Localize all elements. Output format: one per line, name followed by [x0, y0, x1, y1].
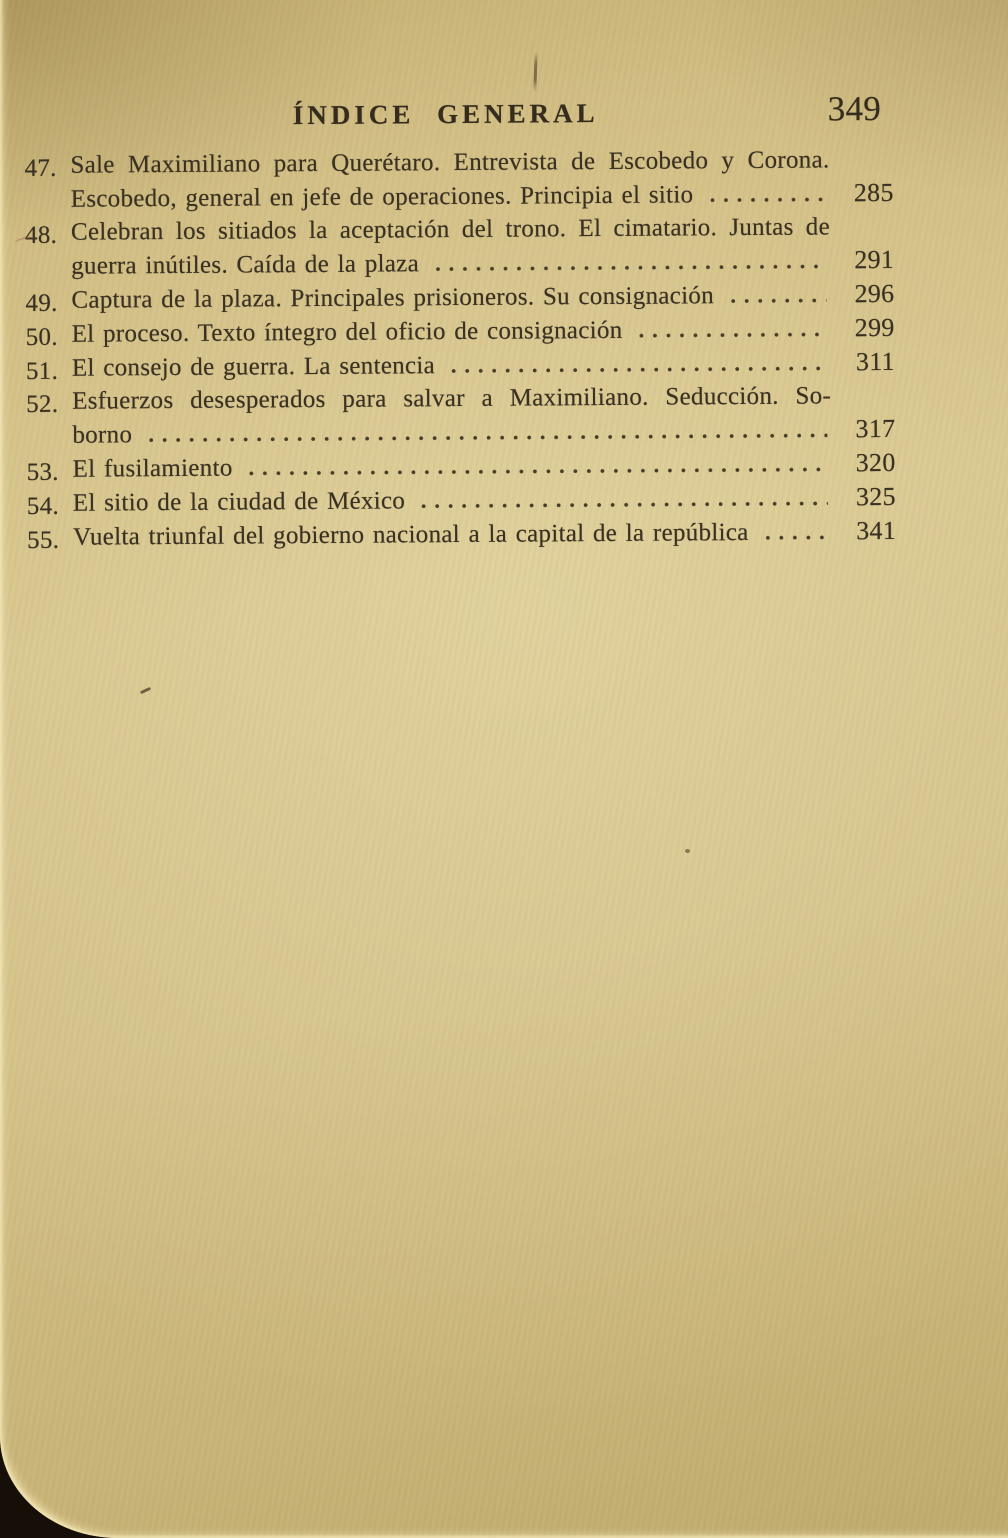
page-title: ÍNDICE GENERAL: [292, 98, 599, 131]
entry-text: Vuelta triunfal del gobierno nacional a la capital de la república: [73, 518, 749, 551]
entry-page-number: 299: [854, 312, 895, 343]
dot-leader: [703, 195, 825, 202]
entry-text: Celebran los sitiados la aceptación del trono. El cimatario. Juntas de: [70, 213, 831, 246]
index-entry-line: [23, 243, 894, 283]
entry-text: borno: [72, 421, 133, 449]
page-header: [22, 89, 893, 135]
entry-number: 51.: [25, 357, 59, 386]
index-entry-line: [24, 379, 895, 418]
index-entry-line: [25, 514, 896, 554]
index-entry-line: [24, 311, 895, 351]
entry-number: 48.: [24, 221, 58, 250]
entry-page-number: 311: [855, 346, 895, 377]
dot-leader: [142, 431, 827, 442]
index-entry-line: [25, 446, 896, 486]
entry-text: El sitio de la ciudad de México: [72, 487, 406, 517]
entry-page-number: 320: [855, 447, 896, 478]
entry-text: Esfuerzos desesperados para salvar a Maximiliano. Seducción. So-: [72, 382, 832, 415]
entry-number: 55.: [27, 526, 60, 555]
entry-page-number: 296: [854, 278, 895, 309]
entry-number: 54.: [26, 492, 60, 521]
entry-page-number: 285: [853, 177, 894, 208]
paper-fleck: [685, 849, 690, 853]
index-entry-line: [23, 210, 894, 249]
index-entries: [22, 143, 896, 554]
dot-leader: [724, 296, 826, 303]
dot-leader: [633, 330, 827, 337]
entry-text: El consejo de guerra. La sentencia: [71, 352, 436, 382]
entry-number: 52.: [26, 390, 59, 419]
dot-leader: [415, 499, 828, 508]
entry-page-number: 291: [854, 244, 895, 275]
entry-text: El proceso. Texto íntegro del oficio de consignación: [71, 316, 623, 348]
entry-number: 53.: [26, 458, 59, 487]
entry-text: Captura de la plaza. Principales prisioneros. Su consignación: [71, 282, 715, 314]
index-entry-line: [24, 412, 895, 452]
folio-page-number: 349: [827, 89, 882, 129]
entry-number: 49.: [25, 289, 58, 318]
dot-leader: [429, 262, 826, 271]
dot-leader: [243, 465, 828, 475]
index-entry-line: [23, 277, 894, 317]
entry-page-number: 317: [855, 413, 896, 444]
index-page-content: [22, 89, 896, 554]
entry-text: El fusilamiento: [72, 454, 233, 483]
dot-leader: [759, 533, 829, 539]
entry-text: Sale Maximiliano para Querétaro. Entrevista de Escobedo y Corona.: [70, 146, 830, 179]
entry-text: guerra inútiles. Caída de la plaza: [71, 250, 420, 280]
dot-leader: [445, 364, 827, 373]
entry-page-number: 325: [855, 481, 896, 512]
entry-number: 50.: [25, 323, 58, 352]
index-entry-line: [22, 143, 893, 182]
index-entry-line: [25, 480, 896, 520]
entry-text: Escobedo, general en jefe de operaciones. Principia el sitio: [70, 181, 694, 213]
entry-number: 47.: [24, 154, 57, 183]
entry-page-number: 341: [856, 515, 897, 546]
